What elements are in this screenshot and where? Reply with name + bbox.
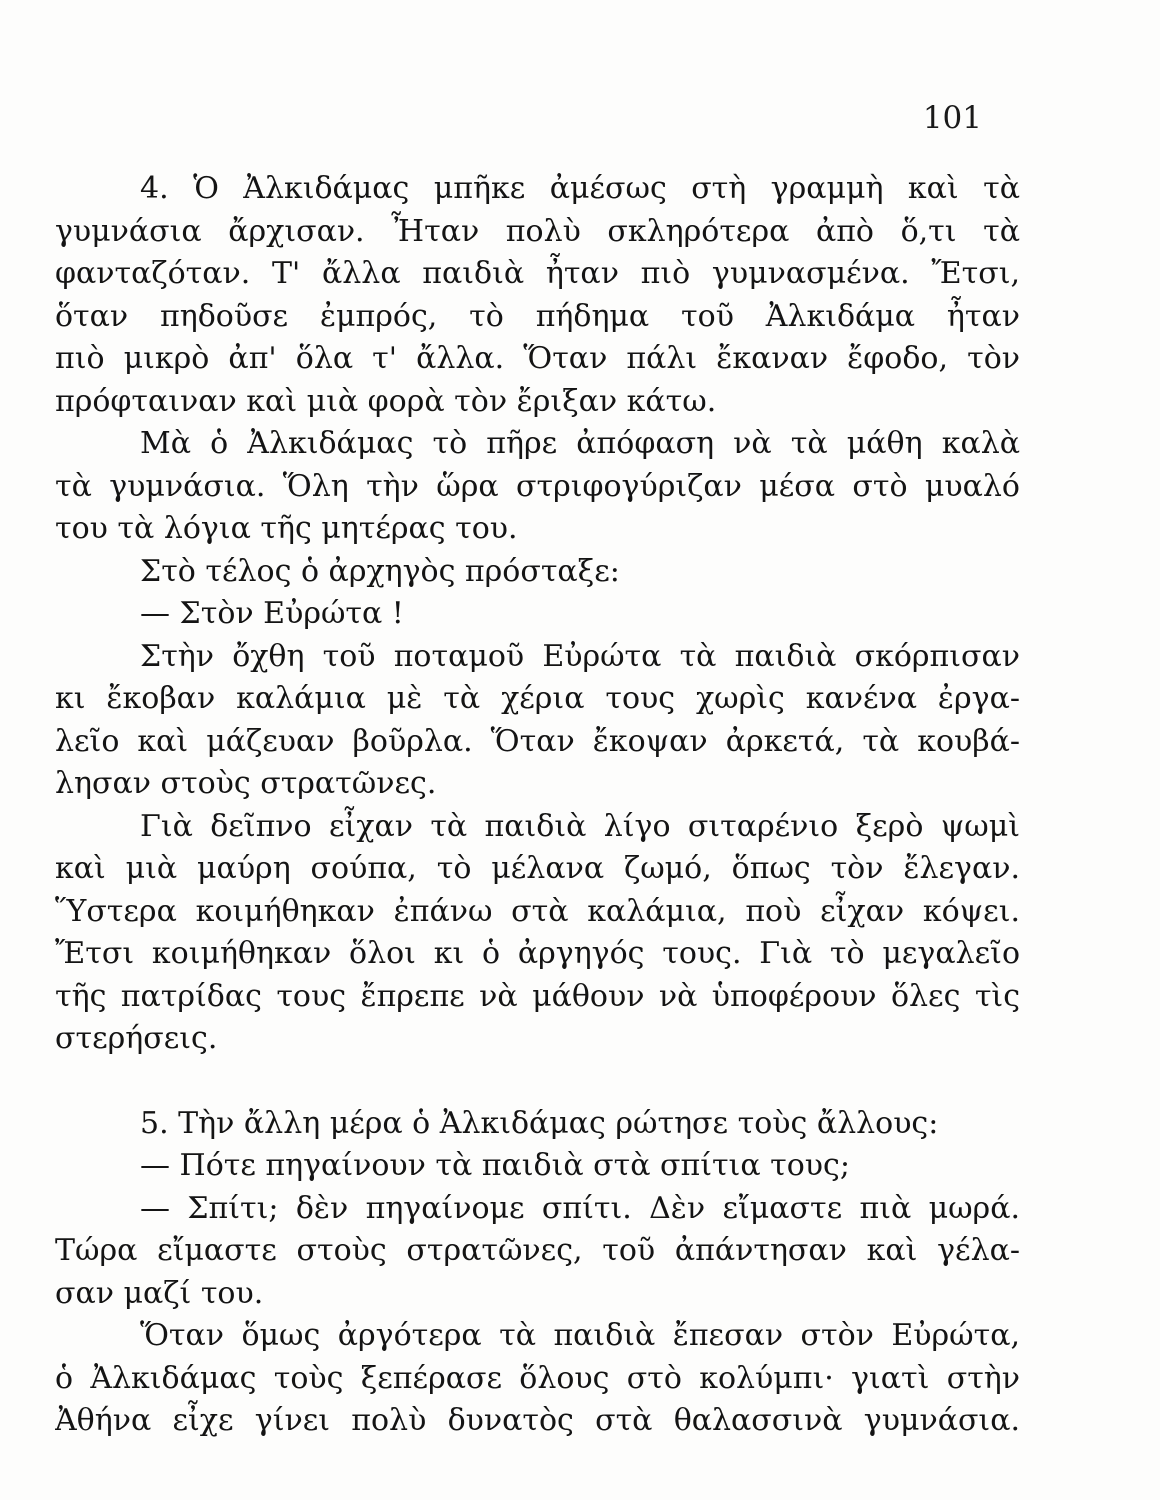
text-line: Ἔτσι κοιμήθηκαν ὅλοι κι ὁ ἀργηγός τους. Γιὰ τὸ μεγαλεῖο	[55, 936, 1020, 971]
text-line: πρόφταιναν καὶ μιὰ φορὰ τὸν ἔριξαν κάτω.	[55, 383, 717, 419]
paragraph-4-2	[55, 423, 1020, 551]
section-gap	[55, 1061, 1020, 1103]
text-line: λησαν στοὺς στρατῶνες.	[55, 766, 437, 801]
text-line: ὁ Ἀλκιδάμας τοὺς ξεπέρασε ὅλους στὸ κολύμπι· γιατὶ στὴν	[55, 1360, 1020, 1396]
text-line: Ὅταν ὅμως ἀργότερα τὰ παιδιὰ ἔπεσαν στὸν Εὐρώτα,	[140, 1318, 1020, 1353]
page-number: 101	[922, 100, 982, 136]
text-line: Στὴν ὄχθη τοῦ ποταμοῦ Εὐρώτα τὰ παιδιὰ σκόρπισαν	[140, 638, 1020, 674]
text-line: 5. Τὴν ἄλλη μέρα ὁ Ἀλκιδάμας ρώτησε τοὺς ἄλλους:	[140, 1105, 939, 1141]
dialogue-line: — Πότε πηγαίνουν τὰ παιδιὰ στὰ σπίτια τους;	[140, 1148, 850, 1183]
text-line: Γιὰ δεῖπνο εἶχαν τὰ παιδιὰ λίγο σιταρένιο ξερὸ ψωμὶ	[140, 808, 1020, 844]
text-line: σαν μαζί του.	[55, 1275, 264, 1311]
paragraph-5-2	[55, 1230, 1020, 1315]
paragraph-4-4	[55, 636, 1020, 806]
paragraph-4-5	[55, 806, 1020, 1061]
text-line: στερήσεις.	[55, 1021, 218, 1056]
body-text	[55, 168, 1020, 1443]
text-line: τὰ γυμνάσια. Ὅλη τὴν ὥρα στριφογύριζαν μέσα στὸ μυαλό	[55, 468, 1020, 504]
text-line: ὅταν πηδοῦσε ἐμπρός, τὸ πήδημα τοῦ Ἀλκιδάμα ἦταν	[55, 298, 1020, 334]
paragraph-5-1	[55, 1103, 1020, 1146]
text-line: τῆς πατρίδας τους ἔπρεπε νὰ μάθουν νὰ ὑποφέρουν ὅλες τὶς	[55, 978, 1020, 1014]
text-line: Τώρα εἴμαστε στοὺς στρατῶνες, τοῦ ἀπάντησαν καὶ γέλα-	[55, 1233, 1020, 1268]
dialogue-line: — Σπίτι; δὲν πηγαίνομε σπίτι. Δὲν εἴμαστε πιὰ μωρά.	[140, 1190, 1020, 1226]
text-line: Ἀθήνα εἶχε γίνει πολὺ δυνατὸς στὰ θαλασσινὰ γυμνάσια.	[55, 1403, 1020, 1438]
dialogue-line: — Στὸν Εὐρώτα !	[140, 596, 404, 631]
section-4	[55, 168, 1020, 1061]
text-line: καὶ μιὰ μαύρη σούπα, τὸ μέλανα ζωμό, ὅπως τὸν ἔλεγαν.	[55, 851, 1020, 886]
text-line: του τὰ λόγια τῆς μητέρας του.	[55, 511, 518, 546]
section-5	[55, 1103, 1020, 1443]
text-line: Στὸ τέλος ὁ ἀρχηγὸς πρόσταξε:	[140, 553, 620, 589]
text-line: πιὸ μικρὸ ἀπ' ὅλα τ' ἄλλα. Ὅταν πάλι ἔκαναν ἔφοδο, τὸν	[55, 341, 1020, 376]
text-line: γυμνάσια ἄρχισαν. Ἦταν πολὺ σκληρότερα ἀπὸ ὅ,τι τὰ	[55, 213, 1020, 249]
text-line: Μὰ ὁ Ἀλκιδάμας τὸ πῆρε ἀπόφαση νὰ τὰ μάθη καλὰ	[140, 426, 1020, 461]
text-line: 4. Ὁ Ἀλκιδάμας μπῆκε ἀμέσως στὴ γραμμὴ καὶ τὰ	[140, 171, 1020, 206]
text-line: λεῖο καὶ μάζευαν βοῦρλα. Ὅταν ἔκοψαν ἀρκετά, τὰ κουβά-	[55, 723, 1020, 759]
text-line: κι ἔκοβαν καλάμια μὲ τὰ χέρια τους χωρὶς κανένα ἐργα-	[55, 681, 1020, 716]
paragraph-4-1	[55, 168, 1020, 423]
text-line: Ὕστερα κοιμήθηκαν ἐπάνω στὰ καλάμια, ποὺ εἶχαν κόψει.	[55, 893, 1020, 929]
paragraph-4-3	[55, 551, 1020, 594]
text-line: φανταζόταν. Τ' ἄλλα παιδιὰ ἦταν πιὸ γυμνασμένα. Ἔτσι,	[55, 256, 1020, 291]
paragraph-5-3	[55, 1315, 1020, 1443]
